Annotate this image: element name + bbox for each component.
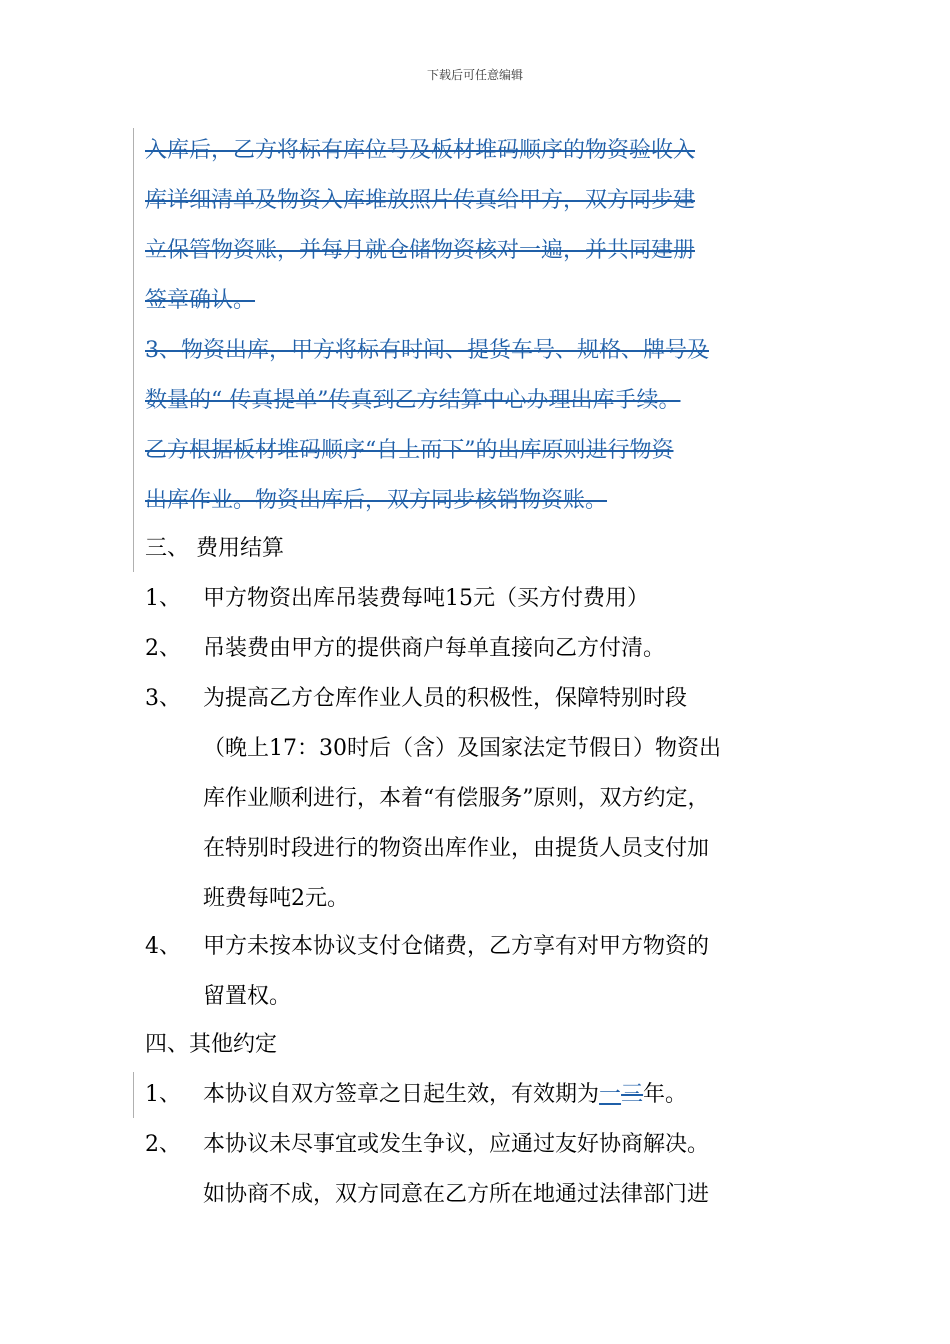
text-segment: 年。 [643,1082,688,1107]
deleted-text-line: 入库后，乙方将标有库位号及板材堆码顺序的物资验收入 [145,138,696,163]
section-heading: 四、其他约定 [145,1032,278,1057]
deleted-text-line: 3、物资出库，甲方将标有时间、提货车号、规格、牌号及 [145,338,709,363]
list-item-text: 本协议未尽事宜或发生争议，应通过友好协商解决。 [203,1132,710,1157]
list-number: 2、 [145,1132,181,1157]
revision-bar [133,128,134,572]
list-item-text: 留置权。 [203,984,292,1009]
deleted-text-line: 库详细清单及物资入库堆放照片传真给甲方，双方同步建 [145,188,696,213]
inserted-text: 一 [599,1082,622,1107]
list-item-text [203,1080,687,1110]
list-item-text: 库作业顺利进行，本着“有偿服务”原则，双方约定， [203,786,710,811]
deleted-text: 三 [621,1082,644,1107]
list-item-text: 为提高乙方仓库作业人员的积极性，保障特别时段 [203,686,688,711]
revision-bar [133,1072,134,1118]
deleted-text-line: 数量的“ 传真提单”传真到乙方结算中心办理出库手续。 [145,388,681,413]
list-item-text: 如协商不成，双方同意在乙方所在地通过法律部门进 [203,1182,710,1207]
list-item-text: 班费每吨2元。 [203,886,349,911]
list-number: 4、 [145,934,181,959]
deleted-text-line: 乙方根据板材堆码顺序“自上而下”的出库原则进行物资 [145,438,674,463]
list-number: 1、 [145,1082,181,1107]
deleted-text-line: 出库作业。物资出库后，双方同步核销物资账。 [145,488,608,513]
list-item-text: （晚上17：30时后（含）及国家法定节假日）物资出 [203,736,721,761]
list-number: 2、 [145,636,181,661]
list-item-text: 甲方未按本协议支付仓储费，乙方享有对甲方物资的 [203,934,710,959]
list-item-text: 吊装费由甲方的提供商户每单直接向乙方付清。 [203,636,666,661]
list-number: 3、 [145,686,181,711]
section-heading: 三、 费用结算 [145,536,284,561]
text-segment: 本协议自双方签章之日起生效，有效期为 [203,1082,600,1107]
list-item-text: 甲方物资出库吊装费每吨15元（买方付费用） [203,586,649,611]
list-number: 1、 [145,586,181,611]
list-item-text: 在特别时段进行的物资出库作业，由提货人员支付加 [203,836,710,861]
deleted-text-line: 签章确认。 [145,288,256,313]
page-header: 下载后可任意编辑 [426,68,523,82]
deleted-text-line: 立保管物资账，并每月就仓储物资核对一遍，并共同建册 [145,238,696,263]
